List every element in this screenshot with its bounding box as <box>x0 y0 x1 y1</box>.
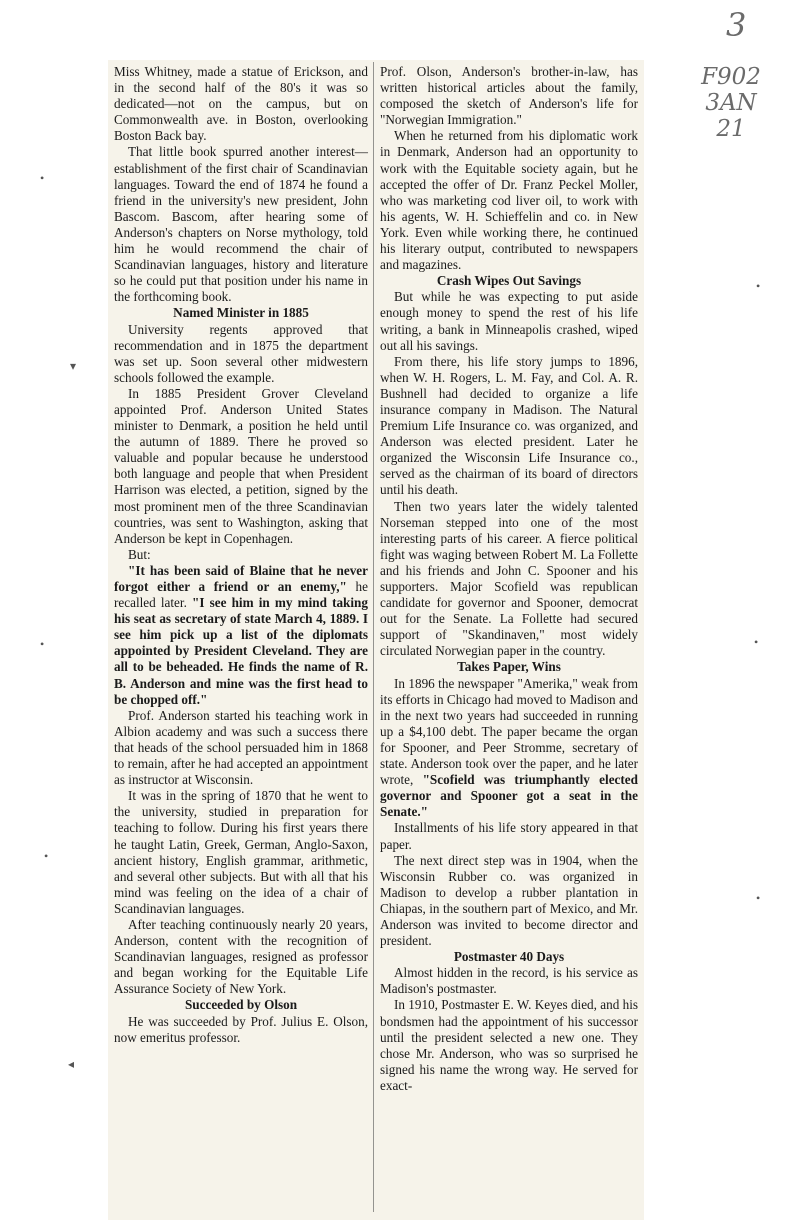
paragraph <box>380 676 638 821</box>
bullet-mark: • <box>754 635 759 649</box>
article-column-right <box>380 64 638 1094</box>
quote-text: "I see him in my mind taking his seat as secretary of state March 4, 1889. I see him pick up a list of the diplomats appointed by President Cleveland. They are all to be beheaded. He finds the name of R. B. Anderson and mine was the first head to be chopped off." <box>114 595 368 707</box>
paragraph: The next direct step was in 1904, when the Wisconsin Rubber co. was organized in Madison to develop a rubber plantation in Chiapas, in the southern part of Mexico, and Mr. Anderson was invited to become director and president. <box>380 852 638 949</box>
paragraph: Almost hidden in the record, is his service as Madison's postmaster. <box>380 965 638 997</box>
paragraph: But: <box>128 546 151 562</box>
quote-text: "It has been said of Blaine that he never forgot either a friend or an enemy," <box>114 562 368 594</box>
paragraph: Then two years later the widely talented Norseman stepped into one of the most interesting parts of his career. A fierce political fight was waging between Robert M. La Follette and his friends and John C. Spooner and his supporters. Major Scofield was republican candidate for governor and Spooner, democrat out for the Senate. La Follette had secured support of "Skandinaven," most widely circulated Norwegian paper in the country. <box>380 498 638 659</box>
subheading: Crash Wipes Out Savings <box>436 273 582 289</box>
article-column-left <box>114 64 368 1046</box>
bullet-mark: • <box>40 637 45 651</box>
archive-code-line2: 3AN <box>705 90 757 116</box>
paragraph: After teaching continuously nearly 20 years, Anderson, content with the recognition of Scandinavian languages, resigned as professor and began working for the Equitable Life Assurance Society of New York. <box>114 916 368 997</box>
subheading: Takes Paper, Wins <box>457 659 561 675</box>
bullet-mark: • <box>756 891 761 905</box>
paragraph-text: In 1896 the newspaper "Amerika," weak from its efforts in Chicago had moved to Madison and in the next two years had succeeded in running up a $4,100 debt. The paper became the organ for Spooner, and Peer Stromme, secretary of state. Anderson took over the paper, and he later wrote, <box>380 675 638 788</box>
attribution-text: he recalled later. <box>114 579 368 611</box>
paragraph: When he returned from his diplomatic work in Denmark, Anderson had an opportunity to work with the Equitable society again, but he accepted the offer of Dr. Franz Peckel Moller, who was marketing cod liver oil, to work with his agents, W. H. Schieffelin and co. in New York. Even while working there, he continued his literary output, contributed to newspapers and magazines. <box>380 128 638 273</box>
paragraph: University regents approved that recommendation and in 1875 the department was set up. Soon several other midwestern schools followed the example. <box>114 321 368 385</box>
quote-paragraph <box>114 563 368 708</box>
bullet-mark: • <box>40 171 45 185</box>
paragraph: But while he was expecting to put aside enough money to spend the rest of his life writing, a bank in Minneapolis crashed, wiped out all his savings. <box>380 289 638 353</box>
paragraph: Installments of his life story appeared in that paper. <box>380 820 638 852</box>
paragraph: Prof. Anderson started his teaching work in Albion academy and was such a success there that heads of the school persuaded him in 1868 to remain, after he had accepted an appointment as instructor at Wisconsin. <box>114 707 368 788</box>
column-rule <box>373 62 374 1212</box>
subheading: Named Minister in 1885 <box>173 305 309 321</box>
bullet-mark: • <box>44 849 49 863</box>
paragraph: That little book spurred another interest—establishment of the first chair of Scandinavian languages. Toward the end of 1874 he found a friend in the university's new president, John Bascom. Bascom, after hearing some of Anderson's chapters on Norse mythology, told him he would recommend the chair of Scandinavian languages, history and literature so he could put that position under his name in the forthcoming book. <box>114 144 368 305</box>
paragraph: Miss Whitney, made a statue of Erickson, and in the second half of the 80's it was so dedicated—not on the campus, but on Commonwealth ave. in Boston, overlooking Boston Back bay. <box>114 64 368 144</box>
archive-code-line1: F902 <box>701 64 761 90</box>
page-number-annotation: 3 <box>726 6 747 44</box>
bullet-mark: • <box>756 279 761 293</box>
paragraph: In 1885 President Grover Cleveland appointed Prof. Anderson United States minister to Denmark, a position he held until the autumn of 1889. There he proved so valuable and popular because he understood both language and people that when President Harrison was elected, a petition, signed by the most prominent men of the three Scandinavian countries, was sent to Washington, asking that Anderson be kept in Copenhagen. <box>114 385 368 546</box>
bullet-mark: ◂ <box>68 1057 75 1071</box>
quote-text: "Scofield was triumphantly elected governor and Spooner got a seat in the Senate." <box>380 772 638 820</box>
paragraph: In 1910, Postmaster E. W. Keyes died, and his bondsmen had the appointment of his successor until the president selected a new one. They chose Mr. Anderson, who was so surprised he signed his name the wrong way. He served for exact- <box>380 997 638 1093</box>
archive-code-line3: 21 <box>716 116 746 142</box>
bullet-mark: ▾ <box>70 359 77 373</box>
subheading: Succeeded by Olson <box>184 997 298 1013</box>
paragraph: From there, his life story jumps to 1896, when W. H. Rogers, L. M. Fay, and Col. A. R. Bushnell had decided to organize a life insurance company in Madison. The Natural Premium Life Insurance co. was organized, and Anderson was elected president. Later he organized the Wisconsin Life Insurance co., served as the chairman of its board of directors until his death. <box>380 353 638 498</box>
paragraph: He was succeeded by Prof. Julius E. Olson, now emeritus professor. <box>114 1013 368 1045</box>
paragraph: Prof. Olson, Anderson's brother-in-law, has written historical articles about the family, composed the sketch of Anderson's life for "Norwegian Immigration." <box>380 64 638 128</box>
archive-code-annotation <box>676 64 786 142</box>
paragraph: It was in the spring of 1870 that he went to the university, studied in preparation for teaching to follow. During his first years there he taught Latin, Greek, German, Anglo-Saxon, ancient history, English grammar, arithmetic, and several other subjects. But with all that his mind was feeling on the idea of a chair of Scandinavian languages. <box>114 788 368 916</box>
subheading: Postmaster 40 Days <box>453 949 565 965</box>
